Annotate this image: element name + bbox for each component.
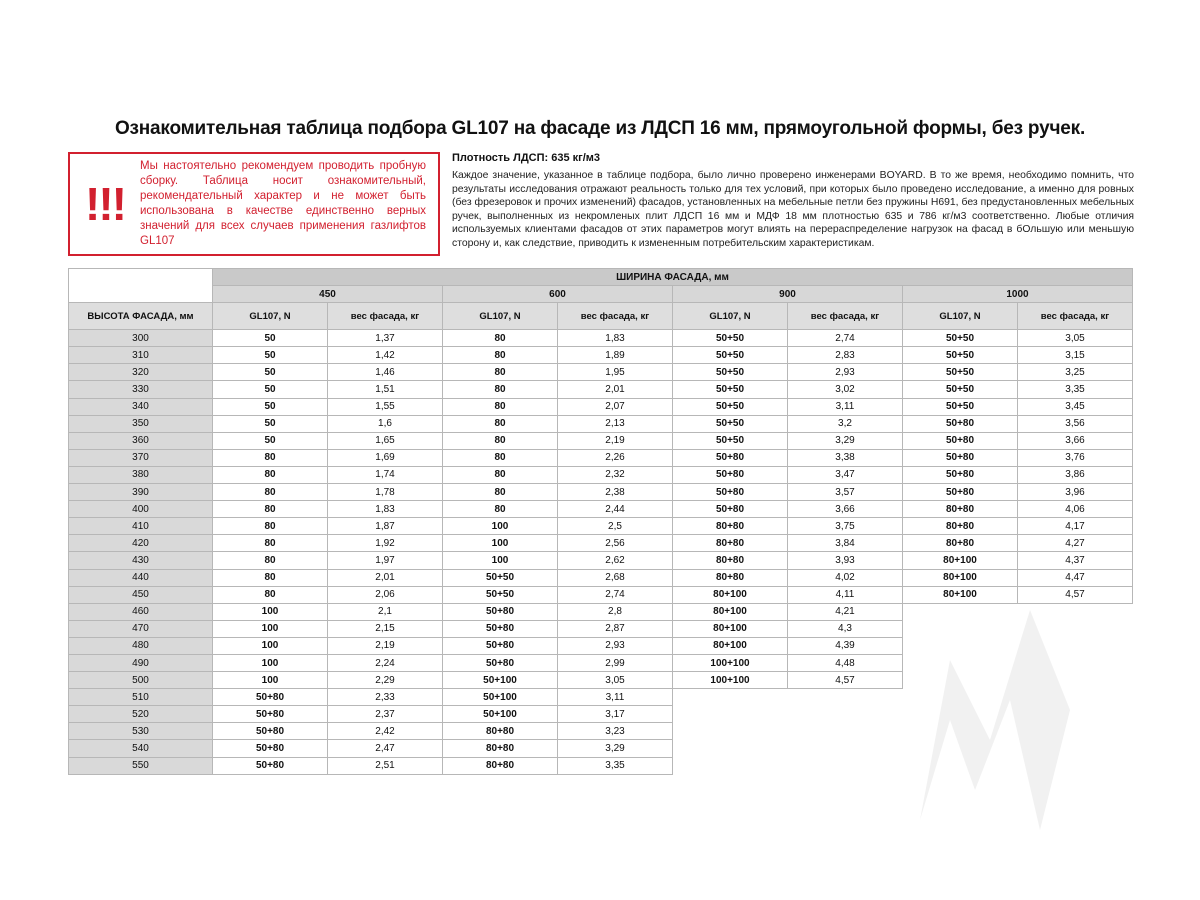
gl107-value: 80+80 (673, 535, 788, 552)
weight-value: 3,15 (1018, 347, 1133, 364)
column-header-gl107: GL107, N (673, 303, 788, 330)
weight-value: 4,57 (1018, 586, 1133, 603)
weight-value: 4,3 (788, 620, 903, 637)
weight-value: 2,56 (558, 535, 673, 552)
gl107-value: 80 (213, 569, 328, 586)
gl107-value: 50+80 (903, 466, 1018, 483)
table-row (69, 330, 1133, 347)
weight-value: 1,87 (328, 518, 443, 535)
weight-value: 3,11 (558, 689, 673, 706)
gl107-value: 100 (213, 620, 328, 637)
gl107-value: 50+80 (903, 484, 1018, 501)
weight-value: 2,83 (788, 347, 903, 364)
weight-value: 1,92 (328, 535, 443, 552)
height-value: 520 (69, 706, 213, 723)
gl107-value: 100+100 (673, 654, 788, 671)
weight-value: 2,19 (558, 432, 673, 449)
height-header: ВЫСОТА ФАСАДА, мм (69, 303, 213, 330)
info-block (452, 152, 1134, 251)
gl107-value: 80 (213, 466, 328, 483)
gl107-value: 80 (213, 449, 328, 466)
gl107-value: 100 (443, 518, 558, 535)
gl107-value: 50+80 (213, 689, 328, 706)
gl107-value: 80+80 (443, 757, 558, 774)
weight-value: 4,39 (788, 637, 903, 654)
weight-value: 2,93 (558, 637, 673, 654)
weight-value: 1,55 (328, 398, 443, 415)
table-row (69, 398, 1133, 415)
gl107-value: 100 (443, 535, 558, 552)
warning-text: Мы настоятельно рекомендуем проводить пробную сборку. Таблица носит ознакомительный, рекомендательный характер и не может быть использована в качестве единственно верных значений для всех случаев применения газлифтов GL107 (140, 160, 426, 247)
gl107-value: 50 (213, 330, 328, 347)
gl107-value: 50+100 (443, 672, 558, 689)
gl107-value: 50 (213, 415, 328, 432)
column-header-gl107: GL107, N (903, 303, 1018, 330)
table-row (69, 466, 1133, 483)
weight-value: 3,11 (788, 398, 903, 415)
page-title: Ознакомительная таблица подбора GL107 на фасаде из ЛДСП 16 мм, прямоугольной формы, без ручек. (114, 118, 1086, 139)
gl107-value: 80 (443, 449, 558, 466)
gl107-value: 80 (443, 466, 558, 483)
height-value: 380 (69, 466, 213, 483)
height-value: 490 (69, 654, 213, 671)
weight-value: 4,48 (788, 654, 903, 671)
gl107-value: 50+80 (903, 415, 1018, 432)
weight-value: 3,66 (1018, 432, 1133, 449)
weight-value: 3,96 (1018, 484, 1133, 501)
weight-value: 1,69 (328, 449, 443, 466)
gl107-value: 80+80 (903, 501, 1018, 518)
weight-value: 4,37 (1018, 552, 1133, 569)
weight-value: 3,93 (788, 552, 903, 569)
gl107-value: 50+80 (443, 654, 558, 671)
gl107-value: 100 (213, 654, 328, 671)
weight-value: 2,26 (558, 449, 673, 466)
height-value: 310 (69, 347, 213, 364)
gl107-value: 80+100 (903, 569, 1018, 586)
gl107-value: 80 (443, 330, 558, 347)
gl107-value: 50+50 (903, 398, 1018, 415)
gl107-value: 80+80 (443, 723, 558, 740)
empty-cell (673, 740, 788, 757)
weight-value: 2,99 (558, 654, 673, 671)
height-value: 430 (69, 552, 213, 569)
gl107-value: 50+50 (673, 381, 788, 398)
height-value: 350 (69, 415, 213, 432)
width-header: ШИРИНА ФАСАДА, мм (213, 269, 1133, 286)
weight-value: 4,11 (788, 586, 903, 603)
weight-value: 4,47 (1018, 569, 1133, 586)
weight-value: 1,51 (328, 381, 443, 398)
weight-value: 3,05 (1018, 330, 1133, 347)
weight-value: 4,06 (1018, 501, 1133, 518)
table-row (69, 449, 1133, 466)
weight-value: 2,38 (558, 484, 673, 501)
info-paragraph: Каждое значение, указанное в таблице подбора, было лично проверено инженерами BOYARD. В то же время, необходимо помнить, что результаты исследования отражают реальность только для тех условий, при которых было проведено исследование, а именно для ровных (без фрезеровок и прочих изменений) фасадов, установленных на мебельные петли без пружины H691, без предустановленных мебельных ручек, выполненных из некромленых плит ЛДСП 16 мм и МДФ 18 мм плотностью 635 и 786 кг/м3 соответственно. Любые отличия используемых клиентами фасадов от этих параметров могут влиять на перераспределение нагрузок на фасад в бОльшую или меньшую сторону и, как следствие, приводить к измененным потребительским характеристикам. (452, 170, 1134, 249)
height-value: 390 (69, 484, 213, 501)
gl107-value: 80 (213, 535, 328, 552)
weight-value: 2,74 (788, 330, 903, 347)
weight-value: 3,75 (788, 518, 903, 535)
table-row (69, 518, 1133, 535)
gl107-value: 80 (443, 347, 558, 364)
weight-value: 2,87 (558, 620, 673, 637)
gl107-value: 80+100 (673, 603, 788, 620)
gl107-value: 80 (213, 501, 328, 518)
gl107-value: 50+80 (213, 706, 328, 723)
height-value: 340 (69, 398, 213, 415)
height-value: 480 (69, 637, 213, 654)
gl107-value: 50+50 (443, 586, 558, 603)
gl107-value: 50+50 (673, 415, 788, 432)
table-row (69, 347, 1133, 364)
weight-value: 2,37 (328, 706, 443, 723)
gl107-value: 50+80 (903, 432, 1018, 449)
weight-value: 1,74 (328, 466, 443, 483)
weight-value: 2,13 (558, 415, 673, 432)
weight-value: 1,65 (328, 432, 443, 449)
weight-value: 3,57 (788, 484, 903, 501)
gl107-value: 50+100 (443, 706, 558, 723)
gl107-value: 100 (443, 552, 558, 569)
weight-value: 2,29 (328, 672, 443, 689)
column-header-weight: вес фасада, кг (328, 303, 443, 330)
gl107-value: 80+80 (443, 740, 558, 757)
gl107-value: 50+50 (903, 381, 1018, 398)
column-header-gl107: GL107, N (443, 303, 558, 330)
gl107-value: 50+80 (673, 449, 788, 466)
weight-value: 3,56 (1018, 415, 1133, 432)
weight-value: 3,02 (788, 381, 903, 398)
height-value: 460 (69, 603, 213, 620)
gl107-value: 80+100 (903, 552, 1018, 569)
weight-value: 3,05 (558, 672, 673, 689)
weight-value: 4,17 (1018, 518, 1133, 535)
table-row (69, 432, 1133, 449)
gl107-value: 80 (443, 364, 558, 381)
weight-value: 1,83 (558, 330, 673, 347)
weight-value: 2,1 (328, 603, 443, 620)
gl107-value: 100 (213, 637, 328, 654)
gl107-value: 80+100 (673, 586, 788, 603)
height-value: 320 (69, 364, 213, 381)
weight-value: 3,29 (788, 432, 903, 449)
gl107-value: 50+80 (903, 449, 1018, 466)
header-row-columns (69, 303, 1133, 330)
height-value: 420 (69, 535, 213, 552)
weight-value: 1,6 (328, 415, 443, 432)
weight-value: 2,19 (328, 637, 443, 654)
gl107-value: 50 (213, 398, 328, 415)
exclamation-icon: !!! (85, 178, 125, 230)
width-600: 600 (443, 286, 673, 303)
width-900: 900 (673, 286, 903, 303)
gl107-value: 50 (213, 364, 328, 381)
weight-value: 1,78 (328, 484, 443, 501)
gl107-value: 50+50 (673, 330, 788, 347)
table-row (69, 364, 1133, 381)
weight-value: 2,51 (328, 757, 443, 774)
weight-value: 2,47 (328, 740, 443, 757)
weight-value: 2,01 (558, 381, 673, 398)
empty-cell (673, 689, 788, 706)
weight-value: 3,45 (1018, 398, 1133, 415)
gl107-value: 80+80 (673, 552, 788, 569)
gl107-value: 50+80 (213, 723, 328, 740)
weight-value: 3,35 (558, 757, 673, 774)
table-row (69, 381, 1133, 398)
height-value: 540 (69, 740, 213, 757)
weight-value: 3,84 (788, 535, 903, 552)
gl107-value: 80 (443, 398, 558, 415)
weight-value: 2,32 (558, 466, 673, 483)
gl107-value: 80 (213, 518, 328, 535)
weight-value: 1,95 (558, 364, 673, 381)
height-value: 360 (69, 432, 213, 449)
gl107-value: 80 (443, 501, 558, 518)
weight-value: 3,86 (1018, 466, 1133, 483)
gl107-value: 80+100 (673, 637, 788, 654)
gl107-value: 100 (213, 603, 328, 620)
gl107-value: 50 (213, 432, 328, 449)
column-header-weight: вес фасада, кг (558, 303, 673, 330)
weight-value: 2,62 (558, 552, 673, 569)
weight-value: 1,42 (328, 347, 443, 364)
gl107-value: 50+50 (903, 347, 1018, 364)
height-value: 530 (69, 723, 213, 740)
gl107-value: 50+50 (673, 347, 788, 364)
empty-cell (673, 757, 788, 774)
weight-value: 1,46 (328, 364, 443, 381)
gl107-value: 50+50 (673, 432, 788, 449)
height-value: 500 (69, 672, 213, 689)
gl107-value: 80+100 (673, 620, 788, 637)
header-row-width (69, 269, 1133, 286)
table-row (69, 535, 1133, 552)
weight-value: 3,66 (788, 501, 903, 518)
width-1000: 1000 (903, 286, 1133, 303)
gl107-value: 80+80 (673, 569, 788, 586)
density-label: Плотность ЛДСП: 635 кг/м3 (452, 152, 601, 164)
gl107-value: 50+50 (903, 364, 1018, 381)
gl107-value: 80 (213, 552, 328, 569)
gl107-value: 50+80 (443, 603, 558, 620)
height-value: 400 (69, 501, 213, 518)
width-450: 450 (213, 286, 443, 303)
weight-value: 2,24 (328, 654, 443, 671)
height-value: 300 (69, 330, 213, 347)
height-value: 330 (69, 381, 213, 398)
boyard-logo-icon (880, 590, 1100, 840)
gl107-value: 80+80 (903, 518, 1018, 535)
gl107-value: 100+100 (673, 672, 788, 689)
weight-value: 3,17 (558, 706, 673, 723)
height-value: 410 (69, 518, 213, 535)
gl107-value: 50+50 (673, 364, 788, 381)
gl107-value: 80 (443, 432, 558, 449)
gl107-value: 80 (443, 381, 558, 398)
height-value: 470 (69, 620, 213, 637)
table-corner (69, 269, 213, 303)
table-row (69, 484, 1133, 501)
weight-value: 3,38 (788, 449, 903, 466)
table-row (69, 569, 1133, 586)
weight-value: 3,2 (788, 415, 903, 432)
gl107-value: 50+80 (673, 484, 788, 501)
height-value: 550 (69, 757, 213, 774)
gl107-value: 80+80 (673, 518, 788, 535)
weight-value: 4,57 (788, 672, 903, 689)
weight-value: 2,15 (328, 620, 443, 637)
weight-value: 4,21 (788, 603, 903, 620)
weight-value: 2,01 (328, 569, 443, 586)
gl107-value: 80 (213, 586, 328, 603)
weight-value: 3,47 (788, 466, 903, 483)
column-header-gl107: GL107, N (213, 303, 328, 330)
table-row (69, 501, 1133, 518)
table-row (69, 552, 1133, 569)
weight-value: 4,27 (1018, 535, 1133, 552)
weight-value: 2,93 (788, 364, 903, 381)
gl107-value: 50+80 (673, 466, 788, 483)
weight-value: 1,37 (328, 330, 443, 347)
gl107-value: 50+80 (443, 620, 558, 637)
gl107-value: 80+80 (903, 535, 1018, 552)
weight-value: 2,8 (558, 603, 673, 620)
weight-value: 3,25 (1018, 364, 1133, 381)
height-value: 370 (69, 449, 213, 466)
gl107-value: 50+80 (213, 757, 328, 774)
weight-value: 3,76 (1018, 449, 1133, 466)
weight-value: 1,89 (558, 347, 673, 364)
gl107-value: 50+50 (673, 398, 788, 415)
gl107-value: 50+80 (213, 740, 328, 757)
weight-value: 2,68 (558, 569, 673, 586)
weight-value: 3,23 (558, 723, 673, 740)
weight-value: 1,83 (328, 501, 443, 518)
weight-value: 4,02 (788, 569, 903, 586)
gl107-value: 50+80 (443, 637, 558, 654)
warning-box (68, 152, 440, 256)
weight-value: 2,33 (328, 689, 443, 706)
height-value: 510 (69, 689, 213, 706)
gl107-value: 50 (213, 381, 328, 398)
gl107-value: 80 (213, 484, 328, 501)
weight-value: 3,29 (558, 740, 673, 757)
weight-value: 3,35 (1018, 381, 1133, 398)
empty-cell (673, 706, 788, 723)
gl107-value: 80+100 (903, 586, 1018, 603)
empty-cell (673, 723, 788, 740)
height-value: 450 (69, 586, 213, 603)
height-value: 440 (69, 569, 213, 586)
column-header-weight: вес фасада, кг (788, 303, 903, 330)
weight-value: 2,06 (328, 586, 443, 603)
gl107-value: 50+50 (903, 330, 1018, 347)
weight-value: 1,97 (328, 552, 443, 569)
gl107-value: 50+50 (443, 569, 558, 586)
weight-value: 2,42 (328, 723, 443, 740)
gl107-value: 50 (213, 347, 328, 364)
column-header-weight: вес фасада, кг (1018, 303, 1133, 330)
gl107-value: 80 (443, 484, 558, 501)
gl107-value: 80 (443, 415, 558, 432)
header-row-widths (69, 286, 1133, 303)
gl107-value: 100 (213, 672, 328, 689)
table-row (69, 415, 1133, 432)
gl107-value: 50+80 (673, 501, 788, 518)
weight-value: 2,5 (558, 518, 673, 535)
gl107-value: 50+100 (443, 689, 558, 706)
weight-value: 2,74 (558, 586, 673, 603)
weight-value: 2,44 (558, 501, 673, 518)
weight-value: 2,07 (558, 398, 673, 415)
